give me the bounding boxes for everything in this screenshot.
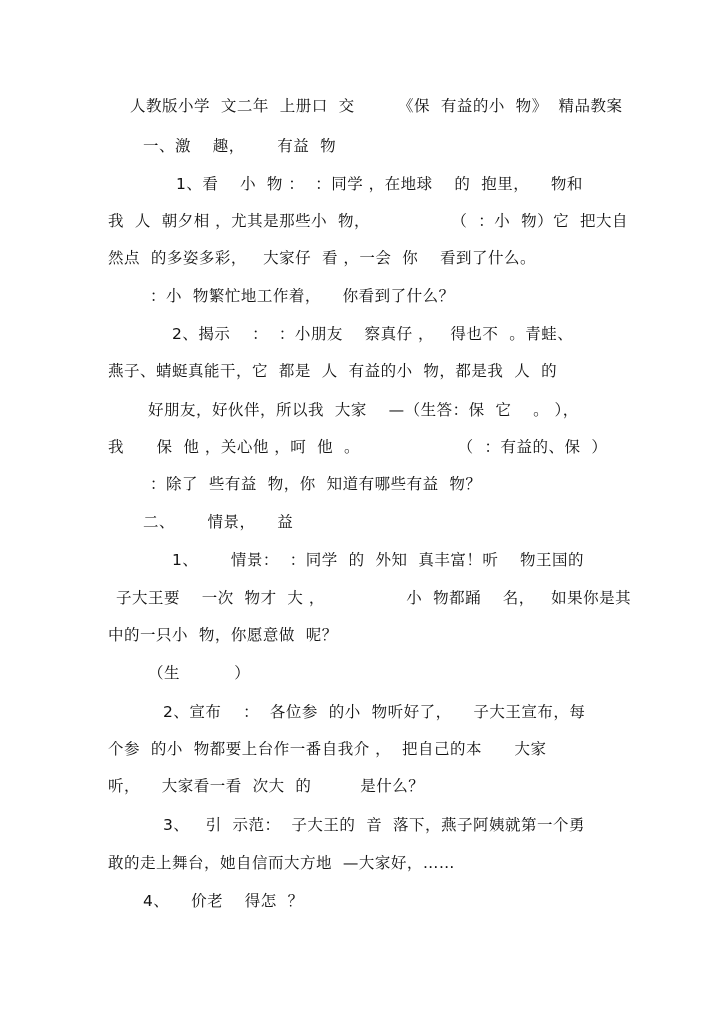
paragraph-line: 我 保 他 ，关心他 ，呵 他 。 （ ：有益的、保 ） [108, 438, 608, 456]
paragraph-line: ：除了 些有益 物，你 知道有哪些有益 物？ [150, 475, 482, 493]
paragraph-line: ：小 物繁忙地工作着， 你看到了什么？ [150, 287, 455, 305]
paragraph-line: 燕子、蜻蜓真能干，它 都是 人 有益的小 物，都是我 人 的 [108, 362, 558, 380]
paragraph-line: 1、看 小 物 ： ：同学 ，在地球 的 抱里， 物和 [176, 175, 583, 193]
section-heading-1: 一、激 趣， 有益 物 [143, 137, 337, 155]
paragraph-line: 个参 的小 物都要上台作一番自我介 ， 把自己的本 大家 [108, 740, 547, 758]
paragraph-line: 4、 价老 得怎 ？ [143, 892, 304, 910]
paragraph-line: 好朋友，好伙伴，所以我 大家 —（生答：保 它 。 ）， [148, 401, 579, 419]
paragraph-line: 2、揭示 ： ：小朋友 察真仔 ， 得也不 。青蛙、 [172, 325, 574, 343]
paragraph-line: 1、 情景： ：同学 的 外知 真丰富！听 物王国的 [172, 551, 585, 569]
paragraph-line: （生 ） [148, 664, 251, 682]
paragraph-line: 中的一只小 物，你愿意做 呢？ [108, 626, 338, 644]
paragraph-line: 听， 大家看一看 次大 的 是什么？ [108, 777, 425, 795]
paragraph-line: 2、宣布 ： 各位参 的小 物听好了， 子大王宣布，每 [163, 703, 586, 721]
paragraph-line: 3、 引 示范： 子大王的 音 落下，燕子阿姨就第一个勇 [163, 816, 586, 834]
paragraph-line: 敢的走上舞台，她自信而大方地 —大家好，…… [108, 854, 455, 872]
paragraph-line: 我 人 朝夕相 ，尤其是那些小 物， （ ：小 物）它 把大自 [108, 212, 628, 230]
paragraph-line: 然点 的多姿多彩， 大家仔 看 ，一会 你 看到了什么。 [108, 249, 536, 267]
section-heading-2: 二、 情景， 益 [143, 513, 294, 531]
paragraph-line: 子大王要 一次 物才 大 ， 小 物都踊 名， 如果你是其 [116, 589, 632, 607]
document-title: 人教版小学 文二年 上册口 交 《保 有益的小 物》 精品教案 [130, 97, 623, 115]
